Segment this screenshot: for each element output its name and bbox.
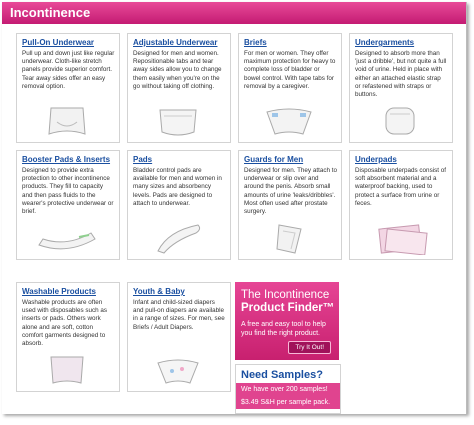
samples-title: Need Samples? <box>241 369 323 381</box>
washable-icon <box>17 353 117 387</box>
brief-icon <box>239 104 339 138</box>
card-description: Pull up and down just like regular underwear. Cloth-like stretch panels provide superior comfort. Tear away sides offer an easy removal option. <box>22 50 115 90</box>
card-underpads[interactable] <box>349 150 453 260</box>
card-title-link[interactable]: Undergarments <box>355 38 415 47</box>
samples-line-2: $3.49 S&H per sample pack. <box>236 396 340 409</box>
card-guards-for-men[interactable] <box>238 150 342 260</box>
booster-icon <box>17 221 117 255</box>
card-description: Washable products are often used with disposables such as inserts or pads. Others work alone and are soft, cotton comfort garments designed to absorb. <box>22 299 108 348</box>
card-title-link[interactable]: Briefs <box>244 38 267 47</box>
card-pads[interactable] <box>127 150 231 260</box>
card-title-link[interactable]: Pads <box>133 155 153 164</box>
undergarment-icon <box>350 104 450 138</box>
card-description: Bladder control pads are available for men and women in many sizes and absorbency levels. Pads are designed to attach to underwear. <box>133 167 222 207</box>
card-title-link[interactable]: Washable Products <box>22 287 96 296</box>
promo-description: A free and easy tool to help you find the right product. <box>241 321 326 337</box>
card-youth-baby[interactable] <box>127 282 231 392</box>
card-title-link[interactable]: Underpads <box>355 155 397 164</box>
pad-icon <box>128 221 228 255</box>
samples-line-1: We have over 200 samples! <box>236 383 340 396</box>
card-title-link[interactable]: Adjustable Underwear <box>133 38 218 47</box>
guard-icon <box>239 221 339 255</box>
card-description: For men or women. They offer maximum protection for heavy to complete loss of bladder or bowel control. With tape tabs for removal by a caregiver. <box>244 50 336 90</box>
card-description: Disposable underpads consist of soft absorbent material and a waterproof backing, used to protect a surface from urine or feces. <box>355 167 447 207</box>
card-title-link[interactable]: Youth & Baby <box>133 287 185 296</box>
section-header <box>2 2 466 24</box>
underpad-icon <box>350 221 450 255</box>
pullon-icon <box>17 104 117 138</box>
card-briefs[interactable] <box>238 33 342 143</box>
try-it-out-button[interactable]: Try It Out! <box>288 341 331 354</box>
section-title: Incontinence <box>10 5 91 20</box>
card-title-link[interactable]: Pull-On Underwear <box>22 38 95 47</box>
promo-title-2: Product Finder™ <box>241 302 335 314</box>
adjustable-icon <box>128 104 228 138</box>
card-description: Designed for men and women. Repositionable tabs and tear away sides allow you to change them easily when you're on the go without taking off clothing. <box>133 50 222 90</box>
promo-title-1: The Incontinence <box>241 289 330 301</box>
card-washable-products[interactable] <box>16 282 120 392</box>
card-description: Infant and child-sized diapers and pull-on diapers are available in a range of sizes. For men, see Briefs / Adult Diapers. <box>133 299 225 331</box>
card-pull-on-underwear[interactable] <box>16 33 120 143</box>
card-description: Designed to absorb more than 'just a dribble', but not quite a full void of urine. Held in place with either an attached elastic strap or refastened with straps or buttons. <box>355 50 447 99</box>
card-undergarments[interactable] <box>349 33 453 143</box>
card-description: Designed to provide extra protection to other incontinence products. They fill to capacity and then pass fluids to the wearer's protective underwear or brief. <box>22 167 114 216</box>
card-title-link[interactable]: Booster Pads & Inserts <box>22 155 111 164</box>
samples-promo[interactable] <box>235 364 341 414</box>
product-finder-promo[interactable] <box>235 282 339 360</box>
card-booster-pads[interactable] <box>16 150 120 260</box>
card-adjustable-underwear[interactable] <box>127 33 231 143</box>
card-title-link[interactable]: Guards for Men <box>244 155 304 164</box>
page <box>2 2 467 414</box>
baby-icon <box>128 353 228 387</box>
card-description: Designed for men. They attach to underwear or slip over and around the penis. Absorb small amounts of urine 'leaks/dribbles'. Most often used after prostate surgery. <box>244 167 337 216</box>
